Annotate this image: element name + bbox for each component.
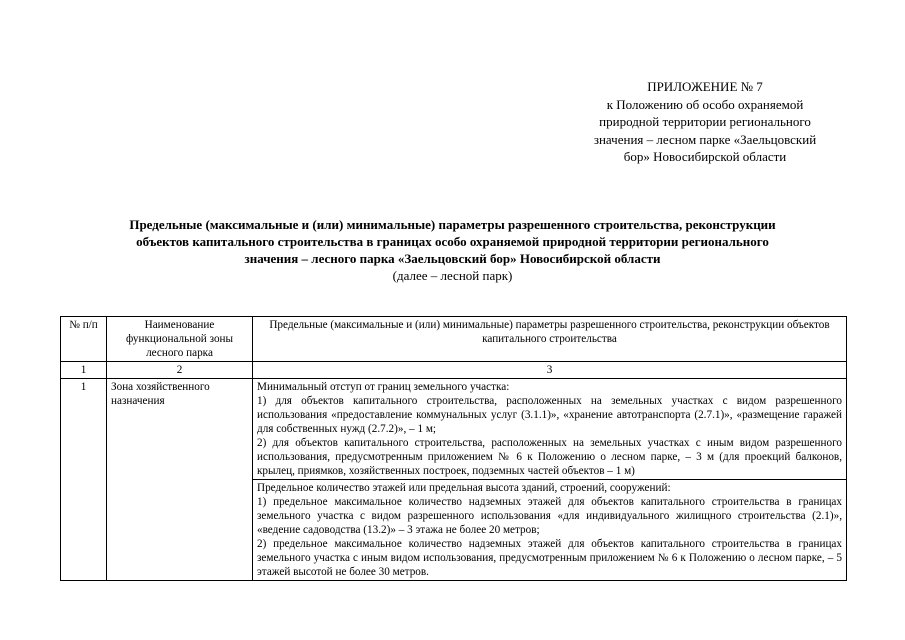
parameters-table: [60, 316, 847, 581]
appendix-line: значения – лесном парке «Заельцовский: [593, 131, 817, 147]
title-line: значения – лесного парка «Заельцовский бор» Новосибирской области: [244, 251, 661, 266]
appendix-header: [560, 78, 850, 166]
title-line: Предельные (максимальные и (или) минимальные) параметры разрешенного строительства, реконструкции: [129, 217, 776, 232]
document-subtitle: (далее – лесной парк): [392, 268, 513, 283]
floors-item-2: 2) предельное максимальное количество надземных этажей для объектов капитального строительства в границах земельного участка с иным видом использования, предусмотренным приложением № 6 к Положению о лесном парке, – 5 этажей высотой не более 30 метров.: [257, 538, 842, 578]
setback-item-1: 1) для объектов капитального строительства, расположенных на земельных участках с видом разрешенного использования «предоставление коммунальных услуг (3.1.1)», «хранение автотранспорта (2.7.1)», «размещение гаражей для собственных нужд (2.7.2)», – 1 м;: [257, 395, 842, 435]
floors-item-1: 1) предельное максимальное количество надземных этажей для объектов капитального строительства в границах земельного участка с видом разрешенного использования «для индивидуального жилищного строительства (2.1)», «ведение садоводства (13.2)» – 3 этажа не более 20 метров;: [257, 496, 842, 536]
column-number: 1: [61, 362, 107, 379]
setback-parameters: [253, 379, 847, 480]
column-number: 2: [107, 362, 253, 379]
column-number-row: [61, 362, 847, 379]
appendix-line: к Положению об особо охраняемой: [606, 96, 804, 112]
title-line: объектов капитального строительства в границах особо охраняемой природной территории регионального: [136, 234, 769, 249]
table-header-row: [61, 317, 847, 362]
setback-item-2: 2) для объектов капитального строительства, расположенных на земельных участках с иным видом разрешенного использования, предусмотренным приложением № 6 к Положению о лесном парке, – 3 м (для проекций балконов, крылец, приямков, хозяйственных построек, подземных частей объектов – 1 м): [257, 437, 842, 477]
header-parameters: Предельные (максимальные и (или) минимальные) параметры разрешенного строительства, реконструкции объектов капитального строительства: [253, 317, 847, 362]
header-number: № п/п: [61, 317, 107, 362]
document-title: [60, 216, 845, 284]
setback-heading: Минимальный отступ от границ земельного участка:: [257, 381, 510, 393]
appendix-line: природной территории регионального: [599, 114, 811, 129]
table-row: [61, 379, 847, 480]
floors-heading: Предельное количество этажей или предельная высота зданий, строений, сооружений:: [257, 482, 671, 494]
appendix-line: ПРИЛОЖЕНИЕ № 7: [647, 79, 763, 94]
appendix-line: бор» Новосибирской области: [623, 149, 787, 164]
header-zone-name: Наименование функциональной зоны лесного парка: [107, 317, 253, 362]
column-number: 3: [253, 362, 847, 379]
row-number: 1: [61, 379, 107, 581]
floors-parameters: [253, 480, 847, 581]
zone-name: Зона хозяйственного назначения: [107, 379, 253, 581]
